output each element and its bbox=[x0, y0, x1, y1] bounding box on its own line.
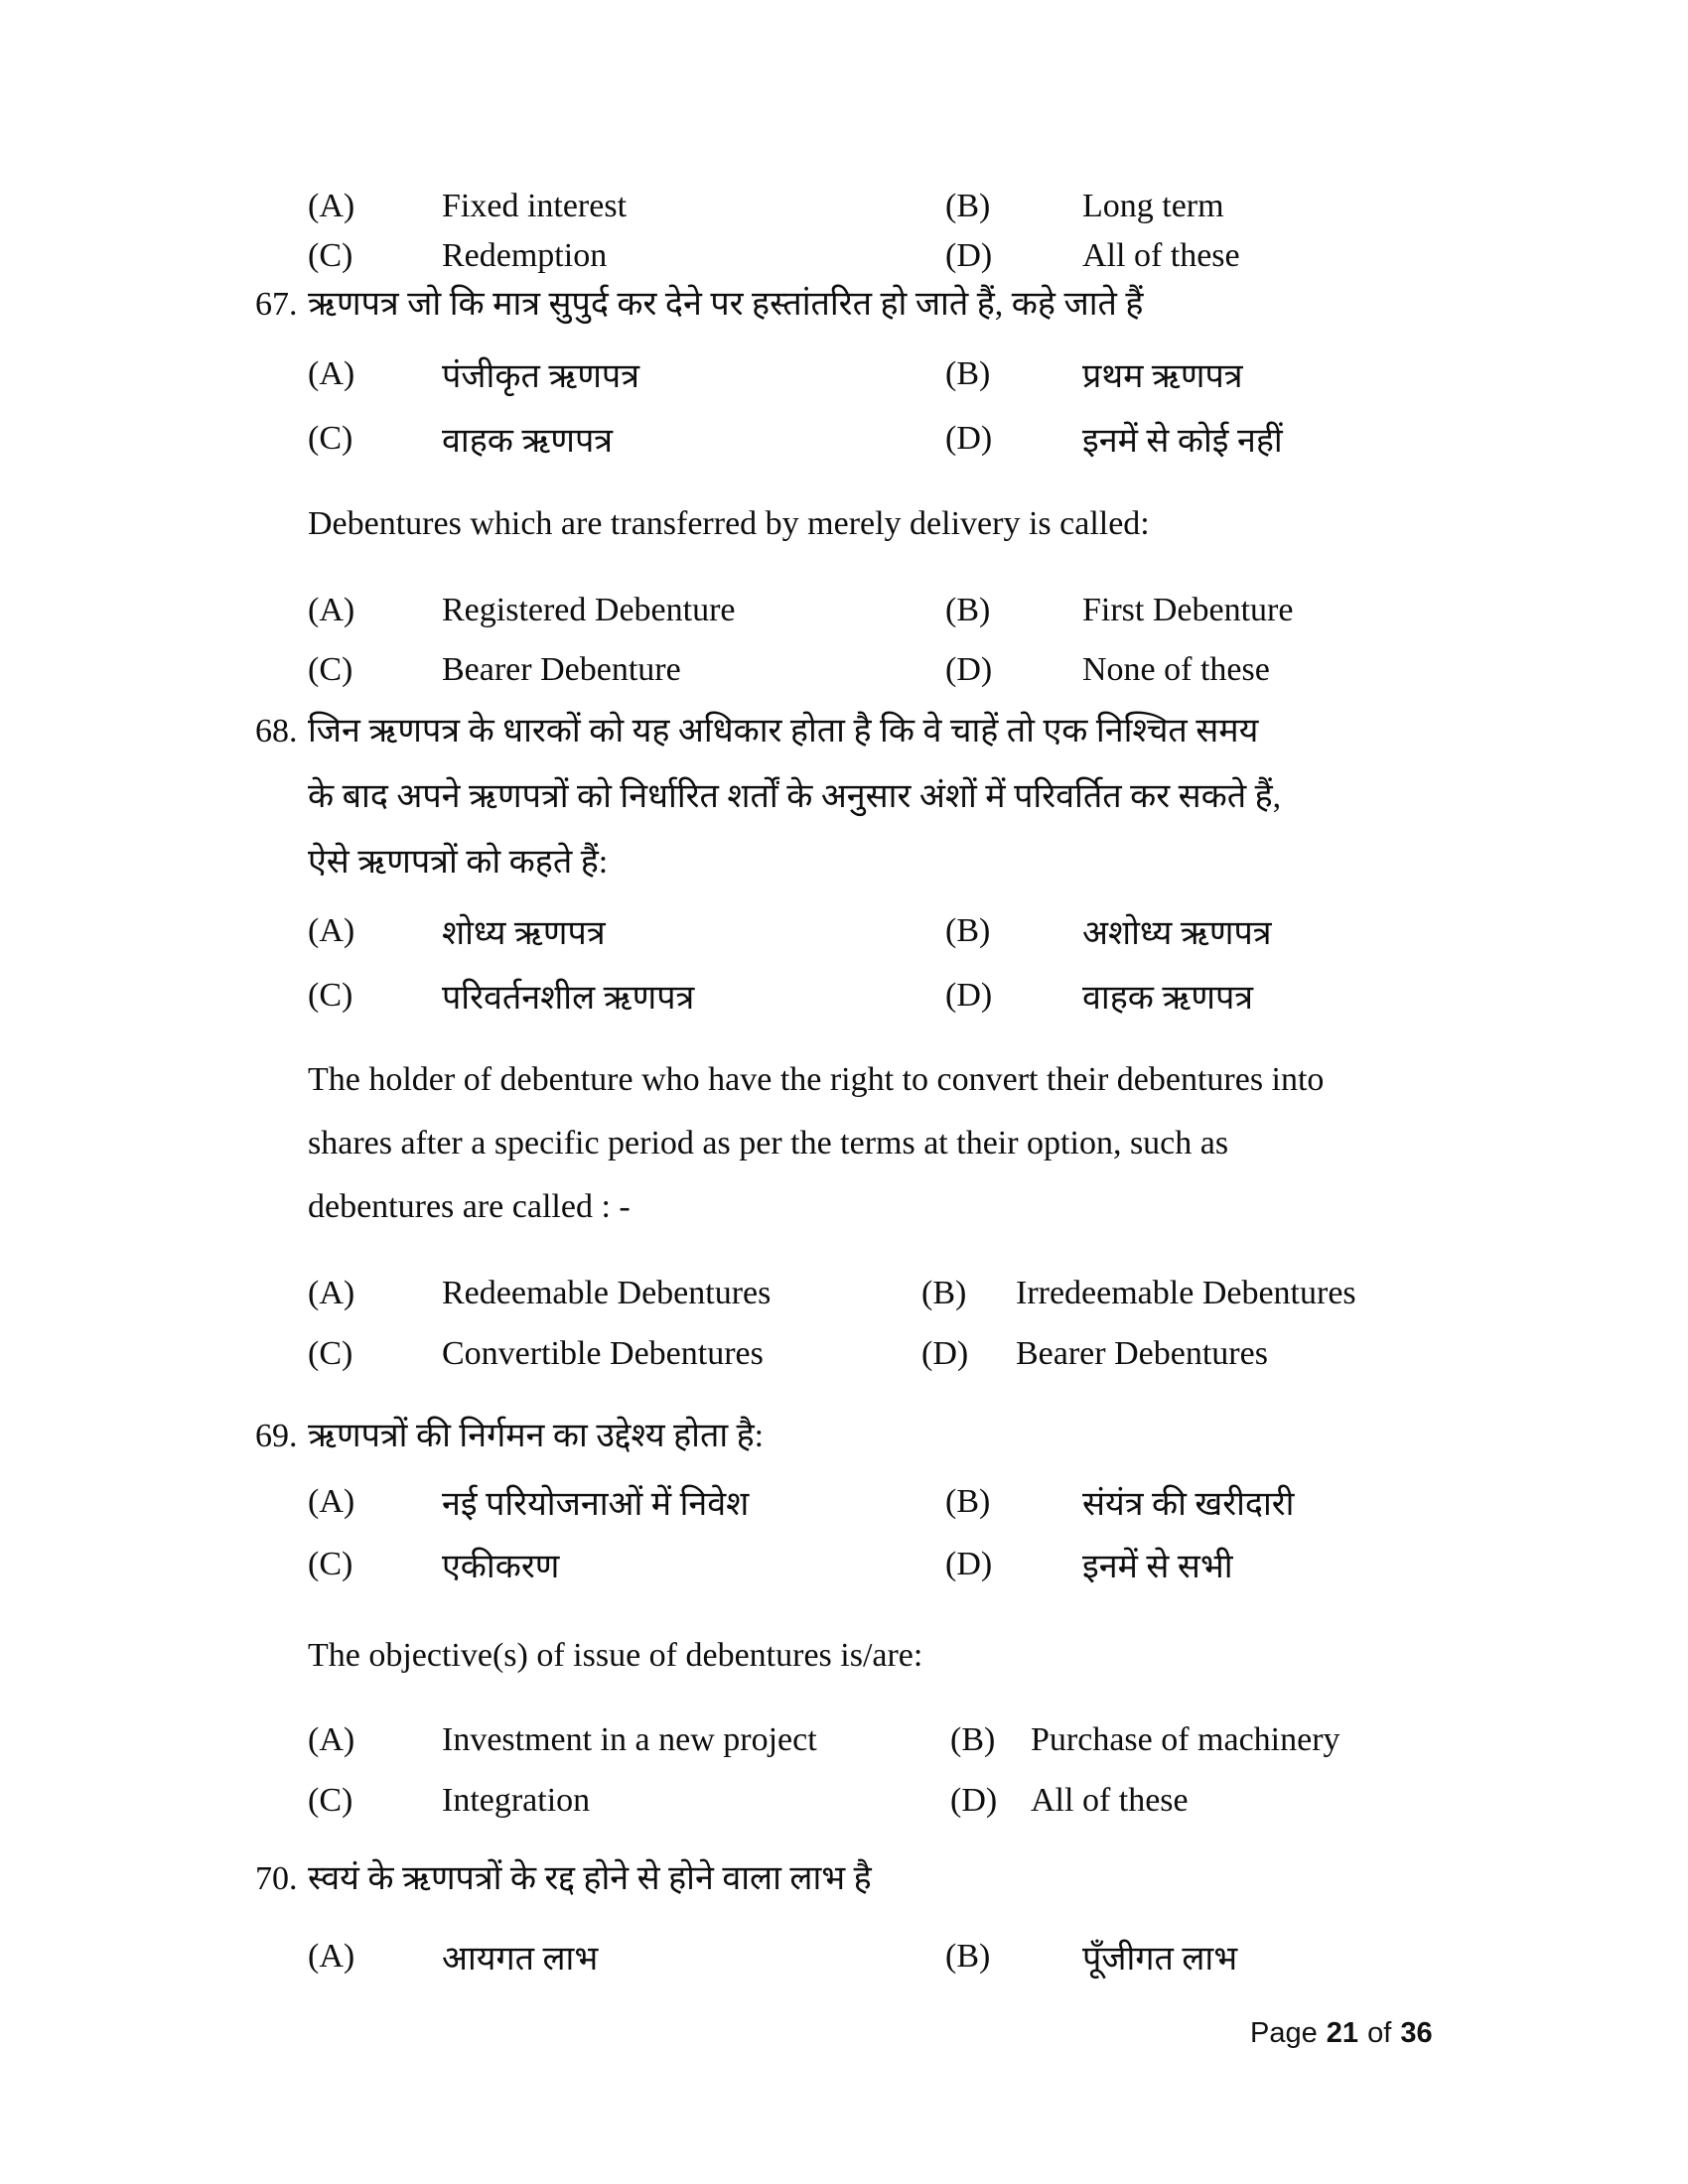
option-b-text: अशोध्य ऋणपत्र bbox=[1082, 914, 1272, 952]
question-68-english-line-1: The holder of debenture who have the right to convert their debentures into bbox=[308, 1061, 1325, 1098]
option-d-text: इनमें से सभी bbox=[1082, 1548, 1233, 1585]
option-b-text: Irredeemable Debentures bbox=[1016, 1274, 1356, 1311]
question-68-hindi-line-1: जिन ऋणपत्र के धारकों को यह अधिकार होता है कि वे चाहें तो एक निश्चित समय bbox=[308, 713, 1259, 750]
option-a-text: Registered Debenture bbox=[442, 592, 736, 628]
option-a-text: शोध्य ऋणपत्र bbox=[442, 914, 606, 952]
option-a-text: नई परियोजनाओं में निवेश bbox=[442, 1485, 750, 1523]
option-d-label: (D) bbox=[945, 419, 993, 457]
question-68-english-line-3: debentures are called : - bbox=[308, 1188, 631, 1225]
option-a-label: (A) bbox=[308, 1937, 355, 1975]
question-69-options-hindi bbox=[0, 1470, 1648, 1595]
option-a-label: (A) bbox=[308, 1482, 355, 1520]
option-d-text: None of these bbox=[1082, 651, 1270, 688]
option-d-label: (D) bbox=[945, 976, 993, 1014]
option-b-label: (B) bbox=[950, 1720, 996, 1758]
option-c-text: Convertible Debentures bbox=[442, 1334, 764, 1372]
question-67-options-english bbox=[0, 581, 1648, 700]
option-b-text: संयंत्र की खरीदारी bbox=[1082, 1485, 1295, 1523]
question-70-options-hindi bbox=[0, 1924, 1648, 1988]
question-68-text-english bbox=[0, 1048, 1648, 1239]
option-c-text: Integration bbox=[442, 1781, 591, 1819]
option-b-label: (B) bbox=[945, 354, 991, 392]
option-c-label: (C) bbox=[308, 1545, 353, 1582]
option-d-text: इनमें से कोई नहीं bbox=[1082, 422, 1283, 460]
question-67-english-line: Debentures which are transferred by merely delivery is called: bbox=[308, 505, 1150, 542]
option-d-label: (D) bbox=[945, 1545, 993, 1582]
option-a-text: आयगत लाभ bbox=[442, 1940, 599, 1978]
total-pages: 36 bbox=[1400, 2017, 1433, 2049]
option-b-text: Long term bbox=[1082, 188, 1224, 224]
option-c-label: (C) bbox=[308, 237, 353, 274]
option-a-text: Investment in a new project bbox=[442, 1720, 817, 1758]
option-a-label: (A) bbox=[308, 1274, 355, 1311]
option-c-text: Redemption bbox=[442, 237, 608, 274]
option-c-label: (C) bbox=[308, 1334, 353, 1372]
option-a-label: (A) bbox=[308, 911, 355, 949]
option-a-text: Redeemable Debentures bbox=[442, 1274, 772, 1311]
option-c-text: वाहक ऋणपत्र bbox=[442, 422, 614, 460]
question-67-hindi-line: ऋणपत्र जो कि मात्र सुपुर्द कर देने पर हस्तांतरित हो जाते हैं, कहे जाते हैं bbox=[308, 286, 1144, 323]
option-d-label: (D) bbox=[945, 651, 993, 688]
option-b-label: (B) bbox=[921, 1274, 967, 1311]
question-69-hindi-line: ऋणपत्रों की निर्गमन का उद्देश्य होता है: bbox=[308, 1418, 765, 1454]
question-68-options-english bbox=[0, 1263, 1648, 1384]
question-70-text-hindi bbox=[0, 1856, 1648, 1902]
question-67-options-hindi bbox=[0, 341, 1648, 471]
question-69-options-english bbox=[0, 1709, 1648, 1831]
option-a-text: पंजीकृत ऋणपत्र bbox=[442, 357, 640, 395]
option-b-text: प्रथम ऋणपत्र bbox=[1082, 357, 1243, 395]
question-67-text-hindi bbox=[0, 282, 1648, 328]
question-68-number: 68. bbox=[255, 713, 298, 750]
option-c-label: (C) bbox=[308, 419, 353, 457]
of-label: of bbox=[1367, 2017, 1392, 2049]
option-b-label: (B) bbox=[945, 592, 991, 628]
option-d-label: (D) bbox=[921, 1334, 969, 1372]
option-c-text: परिवर्तनशील ऋणपत्र bbox=[442, 979, 695, 1017]
question-68-hindi-line-2: के बाद अपने ऋणपत्रों को निर्धारित शर्तों के अनुसार अंशों में परिवर्तित कर सकते हैं, bbox=[308, 778, 1282, 815]
option-d-text: वाहक ऋणपत्र bbox=[1082, 979, 1254, 1017]
page-footer bbox=[1249, 2013, 1433, 2053]
option-c-text: Bearer Debenture bbox=[442, 651, 681, 688]
option-b-label: (B) bbox=[945, 1937, 991, 1975]
option-c-label: (C) bbox=[308, 1781, 353, 1819]
option-c-label: (C) bbox=[308, 976, 353, 1014]
question-67-number: 67. bbox=[255, 286, 298, 323]
option-c-text: एकीकरण bbox=[442, 1548, 560, 1585]
option-b-text: Purchase of machinery bbox=[1031, 1720, 1340, 1758]
question-68-english-line-2: shares after a specific period as per the terms at their option, such as bbox=[308, 1125, 1229, 1161]
option-b-label: (B) bbox=[945, 188, 991, 224]
question-69-english-line: The objective(s) of issue of debentures is/are: bbox=[308, 1637, 923, 1674]
option-a-label: (A) bbox=[308, 354, 355, 392]
option-a-label: (A) bbox=[308, 1720, 355, 1758]
option-a-label: (A) bbox=[308, 592, 355, 628]
question-68-options-hindi bbox=[0, 898, 1648, 1027]
option-d-text: All of these bbox=[1082, 237, 1240, 274]
option-d-text: Bearer Debentures bbox=[1016, 1334, 1268, 1372]
option-c-label: (C) bbox=[308, 651, 353, 688]
question-69-text-hindi bbox=[0, 1414, 1648, 1459]
option-b-text: पूँजीगत लाभ bbox=[1082, 1940, 1238, 1978]
option-a-text: Fixed interest bbox=[442, 188, 628, 224]
question-70-hindi-line: स्वयं के ऋणपत्रों के रद्द होने से होने वाला लाभ है bbox=[308, 1860, 872, 1897]
question-66-options-english bbox=[0, 182, 1648, 281]
option-a-label: (A) bbox=[308, 188, 355, 224]
option-b-label: (B) bbox=[945, 911, 991, 949]
question-68-text-hindi bbox=[0, 699, 1648, 895]
option-d-label: (D) bbox=[945, 237, 993, 274]
option-b-text: First Debenture bbox=[1082, 592, 1294, 628]
question-67-text-english bbox=[0, 501, 1648, 547]
page-label: Page bbox=[1250, 2017, 1318, 2049]
question-70-number: 70. bbox=[255, 1860, 298, 1897]
option-d-label: (D) bbox=[950, 1781, 998, 1819]
option-d-text: All of these bbox=[1031, 1781, 1189, 1819]
question-69-number: 69. bbox=[255, 1418, 298, 1454]
option-b-label: (B) bbox=[945, 1482, 991, 1520]
question-69-text-english bbox=[0, 1633, 1648, 1679]
page-number: 21 bbox=[1326, 2017, 1359, 2049]
question-68-hindi-line-3: ऐसे ऋणपत्रों को कहते हैं: bbox=[308, 844, 609, 881]
